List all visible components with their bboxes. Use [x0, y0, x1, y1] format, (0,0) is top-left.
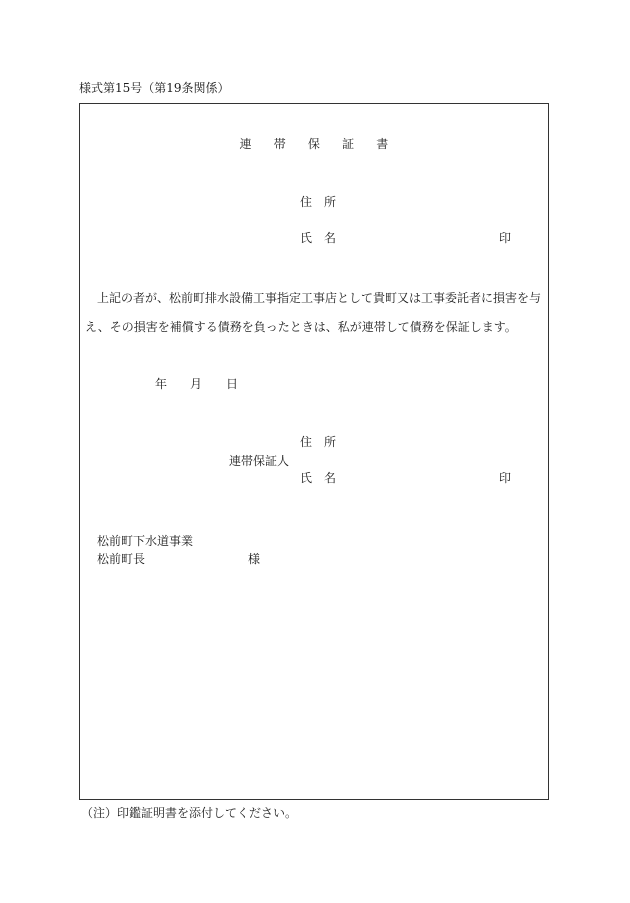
- date-year-label: 年: [155, 377, 168, 391]
- title-char: 証: [342, 137, 355, 151]
- title-char: 連: [239, 137, 252, 151]
- addressee-organization: 松前町下水道事業: [97, 534, 194, 548]
- document-title: [79, 138, 549, 150]
- date-day-label: 日: [226, 377, 239, 391]
- guarantor-name-label: 氏 名: [300, 471, 337, 485]
- principal-address-label: 住 所: [300, 195, 337, 209]
- title-char: 書: [376, 137, 389, 151]
- footnote: （注）印鑑証明書を添付してください。: [81, 806, 298, 820]
- statement-line-1: 上記の者が、松前町排水設備工事指定工事店として貴町又は工事委託者に損害を与: [97, 291, 542, 305]
- guarantor-label: 連帯保証人: [229, 454, 290, 468]
- title-char: 保: [307, 137, 321, 151]
- date-month-label: 月: [190, 377, 203, 391]
- addressee-title: 松前町長: [97, 552, 146, 566]
- principal-name-label: 氏 名: [300, 231, 337, 245]
- statement-line-2: え、その損害を補償する債務を負ったときは、私が連帯して債務を保証します。: [85, 320, 517, 334]
- title-char: 帯: [273, 137, 286, 151]
- guarantor-address-label: 住 所: [300, 435, 337, 449]
- guarantor-seal-mark: 印: [499, 471, 512, 485]
- addressee-honorific: 様: [248, 552, 261, 566]
- principal-seal-mark: 印: [499, 231, 512, 245]
- form-number: 様式第15号（第19条関係）: [79, 81, 230, 95]
